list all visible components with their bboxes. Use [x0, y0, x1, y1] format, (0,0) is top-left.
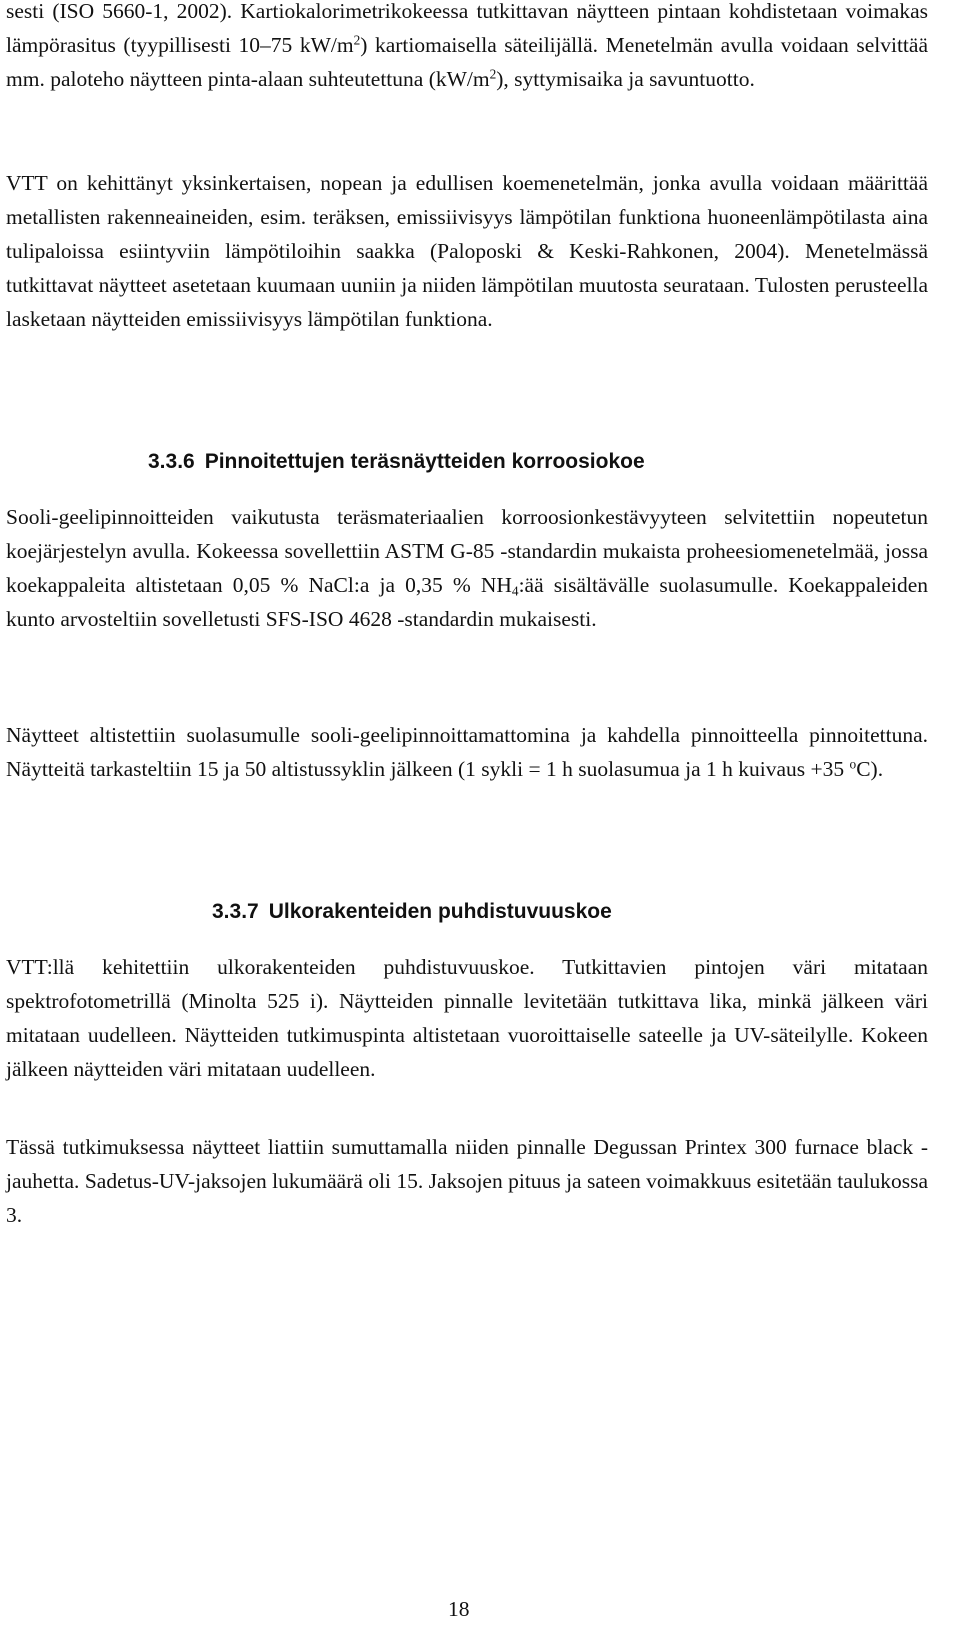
superscript: 2: [489, 66, 497, 82]
paragraph-salt-spray: [6, 718, 928, 786]
paragraph-degussa-printex: Tässä tutkimuksessa näytteet liattiin sumuttamalla niiden pinnalle Degussan Printex 300 furnace black -jauhetta. Sadetus-UV-jaksojen lukumäärä oli 15. Jaksojen pituus ja sateen voimakkuus esitetään taulukossa 3.: [6, 1135, 928, 1227]
degree-superscript: o: [849, 756, 857, 772]
paragraph-emissivity: VTT on kehittänyt yksinkertaisen, nopean ja edullisen koemenetelmän, jonka avulla voidaan määrittää metallisten rakenneaineiden, esim. teräksen, emissiivisyys lämpötilan funktiona huoneenlämpötilasta aina tulipaloissa esiintyviin lämpötiloihin saakka (Paloposki & Keski-Rahkonen, 2004). Menetelmässä tutkittavat näytteet asetetaan kuumaan uuniin ja niiden lämpötilan muutosta seurataan. Tulosten perusteella lasketaan näytteiden emissiivisyys lämpötilan funktiona.: [6, 171, 928, 331]
paragraph-cone-calorimeter: [6, 0, 928, 96]
paragraph-text: sesti (ISO 5660-1, 2002). Kartiokalorimetrikokeessa tutkittavan näytteen pintaan kohdistetaan voimakas lämpörasitus (tyypillisesti 10–75 kW/m: [6, 0, 928, 57]
section-number: 3.3.6: [148, 450, 195, 473]
paragraph-text: C).: [856, 757, 884, 781]
superscript: 2: [353, 32, 361, 48]
section-number: 3.3.7: [212, 900, 259, 923]
paragraph-text: ), syttymisaika ja savuntuotto.: [496, 67, 755, 91]
page-number: 18: [448, 1597, 470, 1621]
paragraph-text: :ää sisältävälle suolasumulle. Koekappaleiden kunto arvosteltiin sovelletusti SFS-ISO 4628 -standardin mukaisesti.: [6, 573, 928, 631]
section-title: Pinnoitettujen teräsnäytteiden korroosiokoe: [204, 450, 645, 473]
section-heading-corrosion: [148, 445, 645, 479]
paragraph-text: ) kartiomaisella säteilijällä. Menetelmän avulla voidaan selvittää mm. paloteho näytteen pinta-alaan suhteutettuna (kW/m: [6, 33, 928, 91]
paragraph-cleanability-test: VTT:llä kehitettiin ulkorakenteiden puhdistuvuuskoe. Tutkittavien pintojen väri mitataan spektrofotometrillä (Minolta 525 i). Näytteiden pinnalle levitetään tutkittava lika, minkä jälkeen väri mitataan uudelleen. Näytteiden tutkimuspinta altistetaan vuoroittaiselle sateelle ja UV-säteilylle. Kokeen jälkeen näytteiden väri mitataan uudelleen.: [6, 955, 928, 1081]
subscript: 4: [511, 583, 519, 599]
paragraph-text: Näytteet altistettiin suolasumulle sooli-geelipinnoittamattomina ja kahdella pinnoitteella pinnoitettuna. Näytteitä tarkasteltiin 15 ja 50 altistussyklin jälkeen (1 sykli = 1 h suolasumua ja 1 h kuivaus +35: [6, 723, 928, 781]
paragraph-text: Sooli-geelipinnoitteiden vaikutusta teräsmateriaalien korroosionkestävyyteen selvitettiin nopeutetun koejärjestelyn avulla. Kokeessa sovellettiin ASTM G-85 -standardin mukaista proheesiomenetelmää, jossa koekappaleita altistetaan 0,05 % NaCl:a ja 0,35 % NH: [6, 505, 928, 597]
section-title: Ulkorakenteiden puhdistuvuuskoe: [268, 900, 612, 923]
paragraph-sol-gel: [6, 500, 928, 636]
section-heading-cleanability: [212, 895, 612, 929]
